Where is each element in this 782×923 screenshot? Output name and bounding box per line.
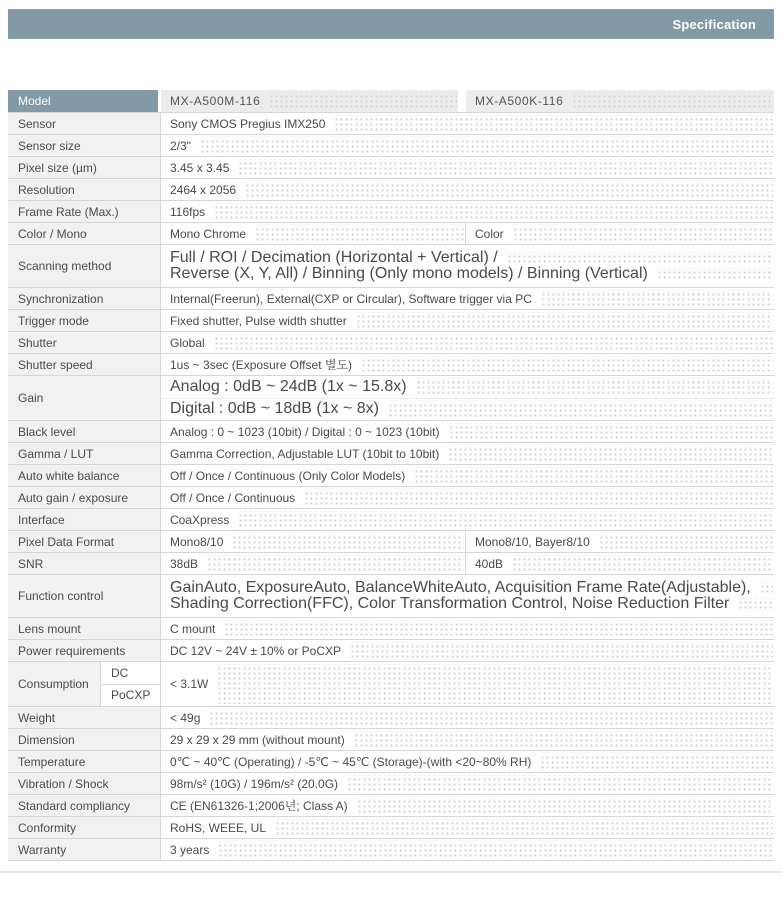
sub-label: PoCXP <box>101 684 160 707</box>
value-text: 29 x 29 x 29 mm (without mount) <box>170 732 345 747</box>
row-value <box>161 795 774 816</box>
dot-leader <box>199 137 773 154</box>
row-label: Sensor <box>8 113 161 134</box>
row-value <box>161 223 466 244</box>
dot-leader <box>231 533 464 550</box>
row-value <box>161 135 774 156</box>
spec-row <box>8 310 774 332</box>
dot-leader <box>415 378 773 396</box>
dot-leader <box>213 203 773 220</box>
row-label: Interface <box>8 509 161 530</box>
dot-leader <box>539 753 773 770</box>
spec-row <box>8 354 774 376</box>
value-text: 3.45 x 3.45 <box>170 160 230 175</box>
row-label: Black level <box>8 421 161 442</box>
dot-leader <box>413 467 773 484</box>
row-value <box>161 773 774 794</box>
spec-row <box>8 618 774 640</box>
spec-row <box>8 135 774 157</box>
value-sub-row <box>161 398 774 421</box>
dot-leader <box>356 797 773 814</box>
specification-banner <box>8 9 774 39</box>
value-text: Shading Correction(FFC), Color Transformation Control, Noise Reduction Filter <box>170 595 730 612</box>
row-value <box>161 839 774 860</box>
row-value <box>161 729 774 750</box>
row-label: Power requirements <box>8 640 161 661</box>
dot-leader <box>208 709 773 726</box>
row-value <box>161 201 774 222</box>
row-label: Gamma / LUT <box>8 443 161 464</box>
row-value <box>466 223 774 244</box>
value-text: 1us ~ 3sec (Exposure Offset 별도) <box>170 358 353 372</box>
row-value <box>161 113 774 134</box>
dot-leader <box>506 252 773 264</box>
spec-row <box>8 376 774 421</box>
bottom-rule <box>0 865 782 873</box>
value-text: 2464 x 2056 <box>170 182 237 197</box>
row-label: Lens mount <box>8 618 161 639</box>
value-text: DC 12V ~ 24V ± 10% or PoCXP <box>170 643 342 658</box>
spec-row <box>8 509 774 531</box>
value-text: Analog : 0dB ~ 24dB (1x ~ 15.8x) <box>170 377 407 395</box>
spec-table <box>8 90 774 861</box>
spec-row <box>8 751 774 773</box>
value-line <box>161 596 774 612</box>
spec-header-row <box>8 90 774 113</box>
value-line <box>161 580 774 596</box>
row-label: Pixel size (µm) <box>8 157 161 178</box>
dot-leader <box>387 401 773 419</box>
value-text: 116fps <box>170 204 206 219</box>
row-value <box>161 553 466 574</box>
row-value <box>161 376 774 420</box>
spec-row <box>8 817 774 839</box>
value-text: C mount <box>170 621 216 636</box>
value-text: 98m/s² (10G) / 196m/s² (20.0G) <box>170 776 339 791</box>
dot-leader <box>206 555 464 572</box>
value-text: 3 years <box>170 842 210 857</box>
value-text: Color <box>475 226 504 241</box>
spec-row <box>8 839 774 861</box>
value-text: RoHS, WEEE, UL <box>170 820 267 835</box>
value-text: Fixed shutter, Pulse width shutter <box>170 313 347 328</box>
row-label: Frame Rate (Max.) <box>8 201 161 222</box>
row-value <box>161 618 774 639</box>
dot-leader <box>349 642 773 659</box>
row-value <box>161 465 774 486</box>
spec-row <box>8 332 774 354</box>
value-text: Global <box>170 335 205 350</box>
dot-leader <box>333 115 773 132</box>
row-label: Resolution <box>8 179 161 200</box>
value-text: Digital : 0dB ~ 18dB (1x ~ 8x) <box>170 400 379 418</box>
dot-leader <box>237 511 773 528</box>
value-text: Off / Once / Continuous <box>170 490 296 505</box>
spec-row <box>8 245 774 288</box>
row-value <box>161 662 774 706</box>
row-label: Auto gain / exposure <box>8 487 161 508</box>
header-model-col2 <box>466 90 774 112</box>
spec-row <box>8 662 774 707</box>
row-label: Synchronization <box>8 288 161 309</box>
row-value <box>161 509 774 530</box>
dot-leader <box>656 268 773 280</box>
dot-leader <box>244 181 773 198</box>
dot-leader <box>448 423 773 440</box>
row-label: Warranty <box>8 839 161 860</box>
dot-leader <box>223 620 773 637</box>
spec-row <box>8 487 774 509</box>
value-text: Mono Chrome <box>170 226 247 241</box>
header-model-label: Model <box>8 90 161 112</box>
row-label: Trigger mode <box>8 310 161 331</box>
row-label: Dimension <box>8 729 161 750</box>
dot-leader <box>512 225 773 242</box>
dot-leader <box>237 159 773 176</box>
value-text: Reverse (X, Y, All) / Binning (Only mono models) / Binning (Vertical) <box>170 265 648 282</box>
row-label: Pixel Data Format <box>8 531 161 552</box>
row-value <box>161 707 774 728</box>
row-label: Function control <box>8 575 161 617</box>
value-sub-row <box>161 376 774 398</box>
dot-leader <box>346 775 773 792</box>
spec-row <box>8 288 774 310</box>
dot-leader <box>360 356 773 373</box>
value-text: MX-A500M-116 <box>170 94 261 108</box>
row-value <box>161 487 774 508</box>
row-label: Gain <box>8 376 161 420</box>
row-label: SNR <box>8 553 161 574</box>
value-text: Internal(Freerun), External(CXP or Circular), Software trigger via PC <box>170 291 532 306</box>
value-text: Mono8/10 <box>170 534 224 549</box>
value-text: Full / ROI / Decimation (Horizontal + Vertical) / <box>170 249 498 266</box>
row-value <box>161 575 774 617</box>
dot-leader <box>571 92 773 110</box>
value-text: 2/3" <box>170 138 191 153</box>
dot-leader <box>353 731 773 748</box>
row-value <box>466 553 774 574</box>
dot-leader <box>540 290 773 307</box>
spec-row <box>8 113 774 135</box>
spec-row <box>8 223 774 245</box>
row-label: Temperature <box>8 751 161 772</box>
spec-row <box>8 157 774 179</box>
dot-leader <box>511 555 773 572</box>
row-value <box>161 288 774 309</box>
spec-row <box>8 179 774 201</box>
value-text: MX-A500K-116 <box>475 94 564 108</box>
row-value <box>161 179 774 200</box>
spec-row <box>8 553 774 575</box>
row-value <box>161 443 774 464</box>
value-text: Analog : 0 ~ 1023 (10bit) / Digital : 0 ~ 1023 (10bit) <box>170 424 440 439</box>
banner-title: Specification <box>672 16 756 32</box>
sub-label-col <box>101 662 161 706</box>
row-value <box>161 157 774 178</box>
dot-leader <box>217 841 773 858</box>
spec-row <box>8 443 774 465</box>
row-label: Consumption <box>8 662 101 706</box>
spec-row <box>8 421 774 443</box>
value-text: Sony CMOS Pregius IMX250 <box>170 116 326 131</box>
spec-row <box>8 729 774 751</box>
row-value <box>466 531 774 552</box>
dot-leader <box>274 819 773 836</box>
row-label: Vibration / Shock <box>8 773 161 794</box>
row-value <box>161 310 774 331</box>
row-value <box>161 531 466 552</box>
value-text: < 49g <box>170 710 201 725</box>
row-label: Auto white balance <box>8 465 161 486</box>
spec-row <box>8 707 774 729</box>
spec-row <box>8 795 774 817</box>
value-text: 0℃ ~ 40℃ (Operating) / -5℃ ~ 45℃ (Storage)-(with <20~80% RH) <box>170 754 532 769</box>
row-value <box>161 751 774 772</box>
row-value <box>161 354 774 375</box>
spec-row <box>8 773 774 795</box>
dot-leader <box>598 533 773 550</box>
row-label: Conformity <box>8 817 161 838</box>
page <box>0 9 782 923</box>
row-value <box>161 421 774 442</box>
row-label: Shutter speed <box>8 354 161 375</box>
dot-leader <box>213 334 773 351</box>
row-label: Sensor size <box>8 135 161 156</box>
value-line <box>161 250 774 266</box>
row-label: Shutter <box>8 332 161 353</box>
row-value <box>161 640 774 661</box>
spec-row <box>8 201 774 223</box>
value-text: Off / Once / Continuous (Only Color Models) <box>170 468 406 483</box>
dot-leader <box>268 92 457 110</box>
header-model-col1 <box>161 90 466 112</box>
value-text: CE (EN61326-1;2006년; Class A) <box>170 799 348 813</box>
dot-leader <box>737 598 773 610</box>
sub-label: DC <box>101 662 160 684</box>
row-label: Scanning method <box>8 245 161 287</box>
spec-row <box>8 640 774 662</box>
value-text: CoaXpress <box>170 512 230 527</box>
dot-leader <box>303 489 773 506</box>
row-value <box>161 245 774 287</box>
dot-leader <box>254 225 464 242</box>
dot-leader <box>759 582 773 594</box>
value-text: Gamma Correction, Adjustable LUT (10bit to 10bit) <box>170 446 440 461</box>
value-text: < 3.1W <box>170 677 209 691</box>
dot-leader <box>355 312 773 329</box>
row-label: Standard compliancy <box>8 795 161 816</box>
dot-leader <box>447 445 773 462</box>
spec-row <box>8 465 774 487</box>
row-label: Weight <box>8 707 161 728</box>
spec-row <box>8 531 774 553</box>
value-text: 38dB <box>170 556 199 571</box>
value-text: 40dB <box>475 556 504 571</box>
dot-leader <box>216 664 773 704</box>
value-line <box>161 266 774 282</box>
spec-row <box>8 575 774 618</box>
row-label: Color / Mono <box>8 223 161 244</box>
value-text: Mono8/10, Bayer8/10 <box>475 534 590 549</box>
row-value <box>161 817 774 838</box>
value-text: GainAuto, ExposureAuto, BalanceWhiteAuto, Acquisition Frame Rate(Adjustable), <box>170 579 751 596</box>
row-value <box>161 332 774 353</box>
